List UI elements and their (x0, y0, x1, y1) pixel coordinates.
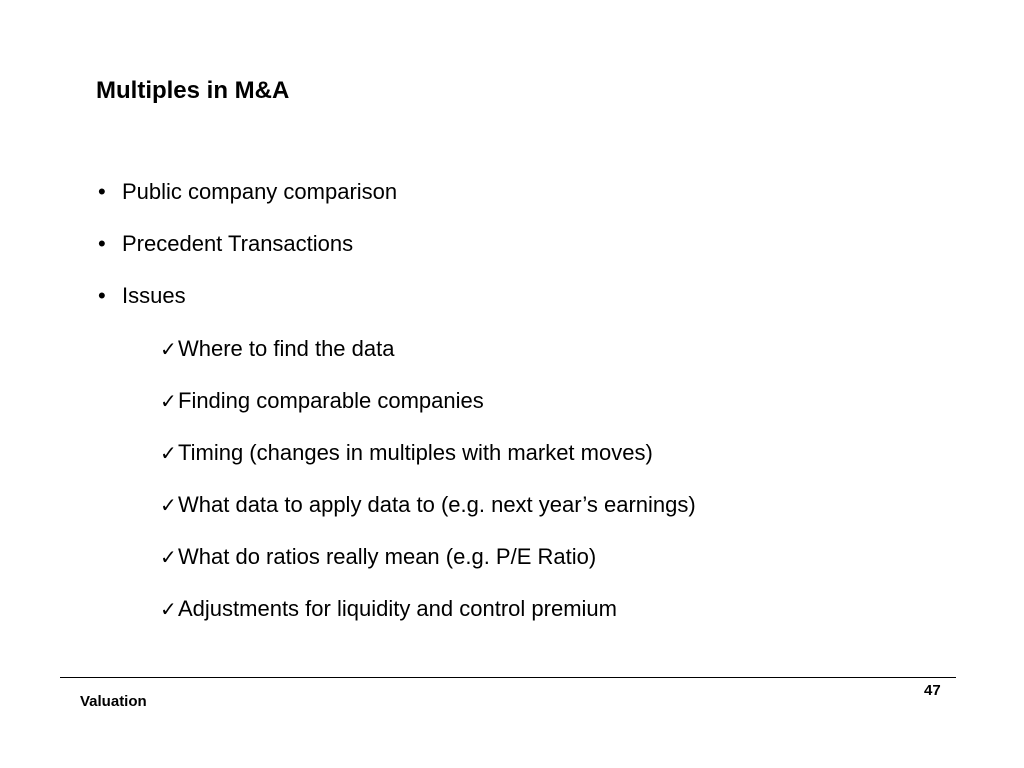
checklist-text: Where to find the data (178, 336, 395, 361)
bullet-list (98, 176, 397, 332)
checkmark-icon: ✓ (160, 495, 177, 517)
bullet-text: Precedent Transactions (122, 231, 354, 256)
checkmark-icon: ✓ (160, 599, 177, 621)
checklist-text: Finding comparable companies (178, 388, 484, 413)
checkmark-icon: ✓ (160, 391, 177, 413)
bullet-item (98, 176, 397, 228)
checklist-item (160, 437, 696, 489)
bullet-icon: • (98, 179, 106, 204)
bullet-icon: • (98, 231, 106, 256)
footer-label: Valuation (80, 693, 147, 710)
checklist-item (160, 489, 696, 541)
page-number: 47 (924, 682, 941, 699)
bullet-text: Issues (122, 283, 186, 308)
issues-checklist (160, 333, 696, 645)
slide-title: Multiples in M&A (96, 77, 290, 104)
checklist-item (160, 593, 696, 645)
bullet-text: Public company comparison (122, 179, 398, 204)
checkmark-icon: ✓ (160, 547, 177, 569)
checkmark-icon: ✓ (160, 339, 177, 361)
checklist-item (160, 385, 696, 437)
checklist-text: Timing (changes in multiples with market moves) (178, 440, 653, 465)
checklist-text: What data to apply data to (e.g. next year’s earnings) (178, 492, 696, 517)
bullet-item (98, 280, 397, 332)
bullet-item (98, 228, 397, 280)
checkmark-icon: ✓ (160, 443, 177, 465)
checklist-text: What do ratios really mean (e.g. P/E Ratio) (178, 544, 597, 569)
checklist-item (160, 541, 696, 593)
bullet-icon: • (98, 283, 106, 308)
checklist-item (160, 333, 696, 385)
checklist-text: Adjustments for liquidity and control premium (178, 596, 617, 621)
footer-divider (60, 677, 956, 678)
